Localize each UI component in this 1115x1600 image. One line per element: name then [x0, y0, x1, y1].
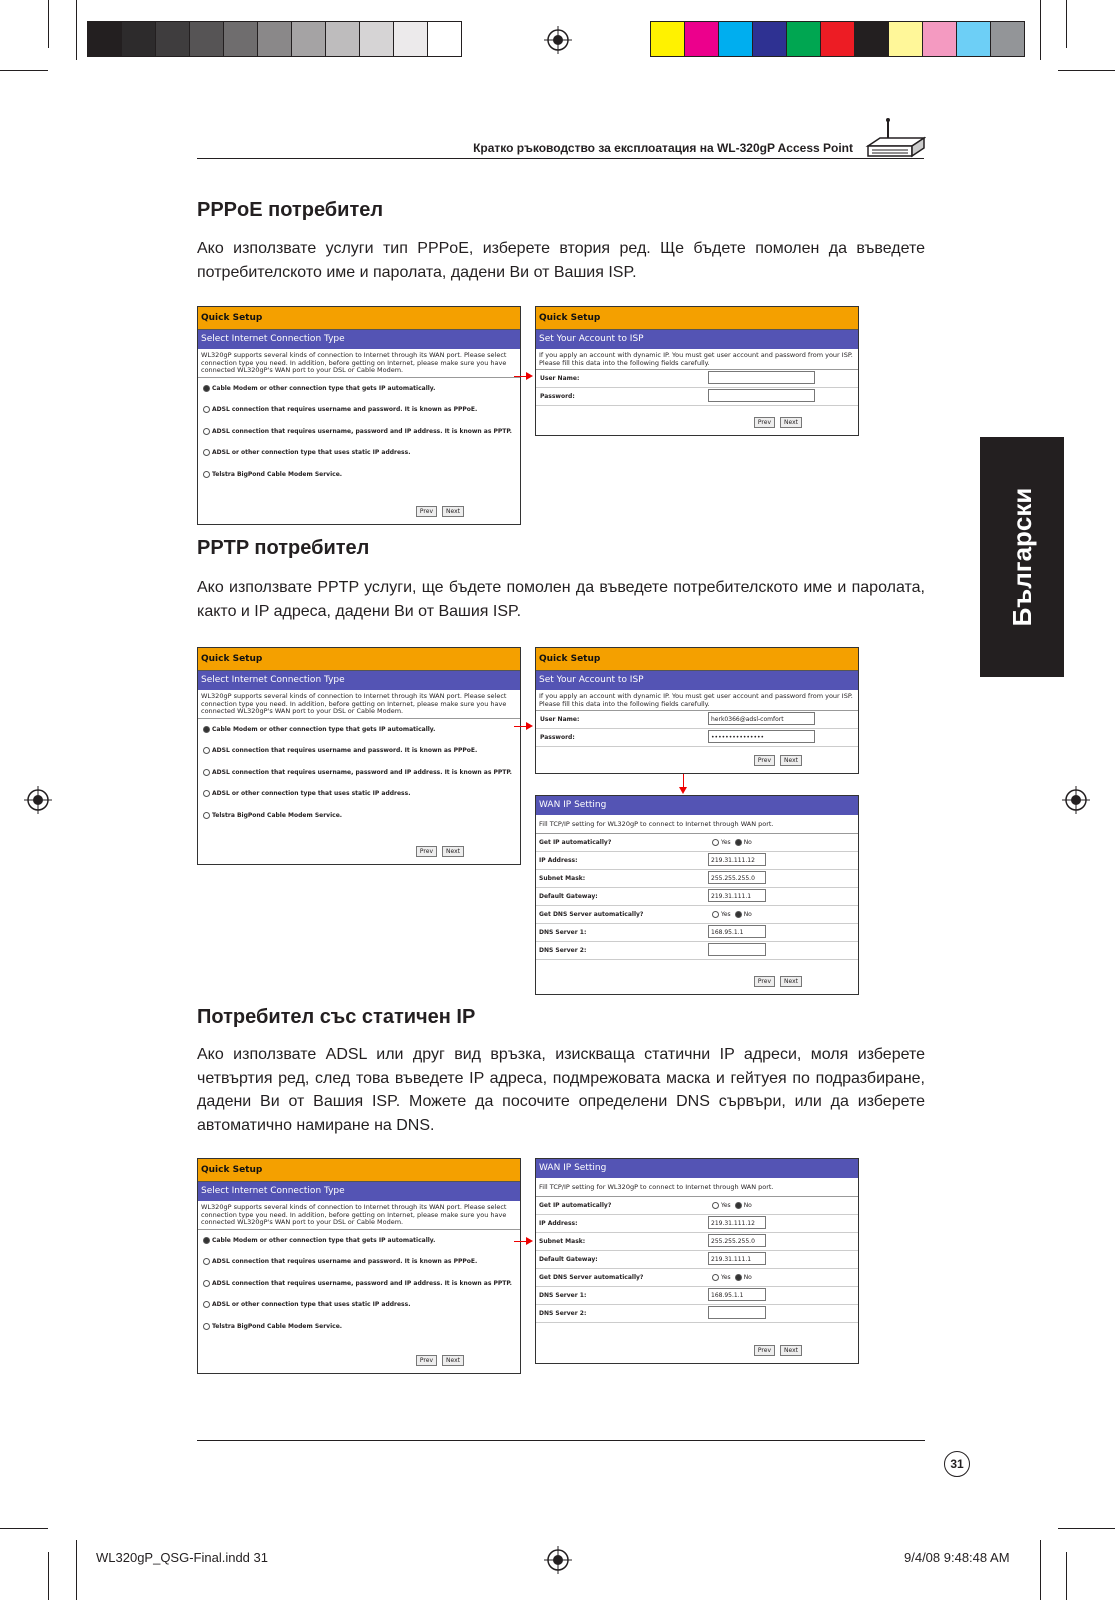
isp-account-panel	[535, 647, 859, 774]
color-swatch	[325, 21, 360, 57]
crop-mark	[1066, 1552, 1067, 1600]
radio-button[interactable]	[203, 747, 210, 754]
radio-button[interactable]	[203, 1280, 210, 1287]
field-label: Subnet Mask:	[539, 874, 586, 882]
radio-button[interactable]	[203, 471, 210, 478]
panel-title: Quick Setup	[198, 307, 520, 330]
color-swatch	[718, 21, 753, 57]
section-heading-static-ip: Потребител със статичен IP	[197, 1006, 476, 1028]
radio-button[interactable]	[203, 1323, 210, 1330]
wan-field-row	[536, 924, 858, 942]
button-group	[749, 968, 802, 987]
radio-button[interactable]	[203, 790, 210, 797]
radio-no-label: No	[743, 838, 752, 846]
user-name-row	[536, 370, 858, 388]
radio-yes[interactable]	[712, 839, 731, 846]
connection-option[interactable]	[198, 805, 520, 827]
section-text-pppoe: Ако използвате услуги тип PPPoE, изберете втория ред. Ще бъдете помолен да въведете потребителското име и паролата, дадени Ви от Вашия ISP.	[197, 240, 925, 281]
isp-account-panel	[535, 306, 859, 436]
password-label: Password:	[540, 393, 575, 400]
yes-no-radio-group[interactable]	[712, 906, 752, 923]
wan-field-row	[536, 1269, 858, 1287]
radio-button[interactable]	[203, 769, 210, 776]
user-name-label: User Name:	[540, 716, 580, 723]
radio-button[interactable]	[203, 1237, 210, 1244]
wan-field-row	[536, 870, 858, 888]
radio-button[interactable]	[203, 812, 210, 819]
radio-button[interactable]	[203, 428, 210, 435]
option-label: Telstra BigPond Cable Modem Service.	[212, 470, 343, 478]
button-group	[749, 409, 802, 428]
prev-button[interactable]: Prev	[416, 846, 437, 857]
radio-button[interactable]	[203, 1258, 210, 1265]
color-swatch	[223, 21, 258, 57]
connection-option[interactable]	[198, 1230, 520, 1252]
next-button[interactable]: Next	[442, 1355, 464, 1366]
connection-option[interactable]	[198, 1294, 520, 1316]
field-input[interactable]: 219.31.111.12	[708, 853, 766, 866]
file-slug: WL320gP_QSG-Final.indd 31	[96, 1550, 268, 1565]
field-input[interactable]: 168.95.1.1	[708, 1288, 766, 1301]
prev-button[interactable]: Prev	[754, 417, 775, 428]
option-label: Telstra BigPond Cable Modem Service.	[212, 1322, 343, 1330]
color-swatch	[922, 21, 957, 57]
option-label: Telstra BigPond Cable Modem Service.	[212, 811, 343, 819]
field-label: Get IP automatically?	[539, 838, 612, 846]
panel-subtitle: Set Your Account to ISP	[536, 671, 858, 690]
password-label: Password:	[540, 734, 575, 741]
wan-field-row	[536, 1287, 858, 1305]
running-header: Кратко ръководство за експлоатация на WL-320gP Access Point	[473, 141, 853, 155]
option-label: ADSL or other connection type that uses static IP address.	[212, 1301, 411, 1308]
next-button[interactable]: Next	[780, 755, 802, 766]
color-swatch	[121, 21, 156, 57]
color-swatch	[888, 21, 923, 57]
option-label: Cable Modem or other connection type that gets IP automatically.	[212, 384, 436, 392]
field-input[interactable]: 219.31.111.12	[708, 1216, 766, 1229]
panel-title: Quick Setup	[536, 307, 858, 330]
wan-ip-panel	[535, 795, 859, 995]
connection-option[interactable]	[198, 421, 520, 443]
radio-button[interactable]	[203, 726, 210, 733]
radio-no-label: No	[743, 1201, 752, 1209]
color-swatch	[650, 21, 685, 57]
radio-button[interactable]	[203, 449, 210, 456]
field-label: DNS Server 1:	[539, 928, 587, 936]
connection-option[interactable]	[198, 1316, 520, 1338]
radio-yes[interactable]	[712, 1202, 731, 1209]
crop-mark	[1040, 1540, 1041, 1600]
radio-button[interactable]	[203, 385, 210, 392]
yes-no-radio-group[interactable]	[712, 1197, 752, 1214]
field-input[interactable]	[708, 1306, 766, 1319]
button-group	[411, 498, 464, 517]
field-label: Subnet Mask:	[539, 1237, 586, 1245]
panel-title: Quick Setup	[198, 1159, 520, 1182]
radio-no[interactable]	[735, 839, 752, 846]
panel-description: WL320gP supports several kinds of connection to Internet through its WAN port. Please select connection type you need. In addition, before getting on Internet, please make sure you have connected WL320gP's WAN port to your DSL or Cable Modem.	[198, 690, 520, 719]
password-input[interactable]	[708, 389, 815, 402]
field-input[interactable]: 219.31.111.1	[708, 889, 766, 902]
field-label: Default Gateway:	[539, 1255, 598, 1263]
panel-description: If you apply an account with dynamic IP. You must get user account and password from your ISP. Please fill this data into the following fields carefully.	[536, 690, 858, 711]
field-label: Get DNS Server automatically?	[539, 910, 644, 918]
field-input[interactable]: 255.255.255.0	[708, 871, 766, 884]
radio-yes-label: Yes	[721, 1273, 731, 1281]
option-label: Cable Modem or other connection type that gets IP automatically.	[212, 1236, 436, 1244]
radio-yes-label: Yes	[721, 838, 731, 846]
color-swatch	[786, 21, 821, 57]
panel-description: If you apply an account with dynamic IP. You must get user account and password from your ISP. Please fill this data into the following fields carefully.	[536, 349, 858, 370]
yes-no-radio-group[interactable]	[712, 834, 752, 851]
field-label: IP Address:	[539, 856, 578, 864]
button-group	[749, 747, 802, 766]
password-input[interactable]: •••••••••••••••	[708, 730, 815, 743]
crop-mark	[1040, 0, 1041, 60]
connection-option[interactable]	[198, 1273, 520, 1295]
flow-arrow	[683, 774, 684, 792]
crop-mark	[76, 1540, 77, 1600]
radio-no[interactable]	[735, 1202, 752, 1209]
flow-arrow	[514, 726, 531, 727]
radio-button[interactable]	[203, 1301, 210, 1308]
date-slug: 9/4/08 9:48:48 AM	[904, 1550, 1010, 1565]
panel-subtitle: Set Your Account to ISP	[536, 330, 858, 349]
wan-field-row	[536, 888, 858, 906]
registration-mark-icon	[544, 26, 572, 54]
radio-no-label: No	[743, 1273, 752, 1281]
field-label: DNS Server 2:	[539, 946, 587, 954]
wan-field-row	[536, 852, 858, 870]
connection-option[interactable]	[198, 740, 520, 762]
color-swatch	[155, 21, 190, 57]
crop-mark	[76, 0, 77, 60]
field-label: DNS Server 2:	[539, 1309, 587, 1317]
color-swatch	[820, 21, 855, 57]
yes-no-radio-group[interactable]	[712, 1269, 752, 1286]
registration-mark-icon	[544, 1546, 572, 1574]
password-row	[536, 729, 858, 747]
radio-yes[interactable]	[712, 1274, 731, 1281]
next-button[interactable]: Next	[780, 976, 802, 987]
user-name-row	[536, 711, 858, 729]
option-label: Cable Modem or other connection type that gets IP automatically.	[212, 725, 436, 733]
connection-option[interactable]	[198, 399, 520, 421]
option-label: ADSL connection that requires username and password. It is known as PPPoE.	[212, 747, 478, 754]
crop-mark	[1058, 70, 1115, 71]
radio-no[interactable]	[735, 1274, 752, 1281]
prev-button[interactable]: Prev	[416, 1355, 437, 1366]
connection-option[interactable]	[198, 378, 520, 400]
panel-subtitle: WAN IP Setting	[536, 796, 858, 815]
button-group	[411, 1347, 464, 1366]
flow-arrow	[514, 376, 531, 377]
color-swatch	[291, 21, 326, 57]
panel-description: Fill TCP/IP setting for WL320gP to connect to Internet through WAN port.	[536, 815, 858, 834]
field-label: DNS Server 1:	[539, 1291, 587, 1299]
connection-type-panel	[197, 647, 521, 865]
user-name-input[interactable]: herk0366@adsl-comfort	[708, 712, 815, 725]
option-label: ADSL connection that requires username and password. It is known as PPPoE.	[212, 406, 478, 413]
connection-option[interactable]	[198, 442, 520, 464]
next-button[interactable]: Next	[780, 1345, 802, 1356]
color-swatch	[427, 21, 462, 57]
crop-mark	[48, 1552, 49, 1600]
button-group	[411, 838, 464, 857]
option-label: ADSL or other connection type that uses static IP address.	[212, 449, 411, 456]
color-swatch	[359, 21, 394, 57]
panel-subtitle: WAN IP Setting	[536, 1159, 858, 1178]
prev-button[interactable]: Prev	[754, 1345, 775, 1356]
header-rule	[197, 158, 924, 159]
router-icon	[864, 116, 926, 162]
language-tab-label: Български	[1007, 487, 1037, 627]
footer-rule	[197, 1440, 925, 1441]
button-group	[749, 1337, 802, 1356]
color-swatch	[956, 21, 991, 57]
field-input[interactable]: 168.95.1.1	[708, 925, 766, 938]
field-input[interactable]: 255.255.255.0	[708, 1234, 766, 1247]
crop-mark	[1066, 0, 1067, 48]
color-swatch	[393, 21, 428, 57]
prev-button[interactable]: Prev	[754, 755, 775, 766]
connection-option[interactable]	[198, 762, 520, 784]
next-button[interactable]: Next	[442, 506, 464, 517]
wan-field-row	[536, 1233, 858, 1251]
wan-field-row	[536, 1305, 858, 1323]
crop-mark	[0, 1528, 48, 1529]
registration-mark-icon	[1062, 786, 1090, 814]
next-button[interactable]: Next	[442, 846, 464, 857]
radio-yes-label: Yes	[721, 910, 731, 918]
color-swatch	[684, 21, 719, 57]
field-input[interactable]	[708, 943, 766, 956]
flow-arrow	[514, 1241, 531, 1242]
wan-field-row	[536, 942, 858, 960]
color-swatch	[189, 21, 224, 57]
option-label: ADSL connection that requires username, password and IP address. It is known as PPTP.	[212, 1279, 512, 1287]
panel-title: Quick Setup	[198, 648, 520, 671]
color-swatch	[257, 21, 292, 57]
panel-title: Quick Setup	[536, 648, 858, 671]
radio-button[interactable]	[203, 406, 210, 413]
password-row	[536, 388, 858, 406]
color-swatch	[990, 21, 1025, 57]
section-heading-pptp: PPTP потребител	[197, 537, 370, 559]
wan-field-row	[536, 1251, 858, 1269]
wan-ip-panel	[535, 1158, 859, 1364]
registration-mark-icon	[24, 786, 52, 814]
connection-option[interactable]	[198, 719, 520, 741]
connection-option[interactable]	[198, 1251, 520, 1273]
section-heading-pppoe: PPPoE потребител	[197, 199, 384, 221]
crop-mark	[0, 70, 48, 71]
section-text-static-ip: Ако използвате ADSL или друг вид връзка, изискваща статични IP адреси, моля изберете четвъртия ред, след това въведете IP адреса, подмрежовата маска и гейтуея по подразбиране, дадени Ви от Вашия ISP. Можете да посочите определени DNS сървъри, или да изберете автоматично намиране на DNS.	[197, 1046, 925, 1134]
radio-no[interactable]	[735, 911, 752, 918]
panel-description: WL320gP supports several kinds of connection to Internet through its WAN port. Please select connection type you need. In addition, before getting on Internet, please make sure you have connected WL320gP's WAN port to your DSL or Cable Modem.	[198, 1201, 520, 1230]
wan-field-row	[536, 834, 858, 852]
connection-option[interactable]	[198, 783, 520, 805]
panel-description: WL320gP supports several kinds of connection to Internet through its WAN port. Please select connection type you need. In addition, before getting on Internet, please make sure you have connected WL320gP's WAN port to your DSL or Cable Modem.	[198, 349, 520, 378]
color-swatch	[87, 21, 122, 57]
option-label: ADSL connection that requires username, password and IP address. It is known as PPTP.	[212, 768, 512, 776]
next-button[interactable]: Next	[780, 417, 802, 428]
connection-option[interactable]	[198, 464, 520, 486]
option-label: ADSL or other connection type that uses static IP address.	[212, 790, 411, 797]
wan-field-row	[536, 1197, 858, 1215]
page-number: 31	[944, 1451, 970, 1477]
panel-subtitle: Select Internet Connection Type	[198, 1182, 520, 1201]
panel-subtitle: Select Internet Connection Type	[198, 671, 520, 690]
color-swatch	[854, 21, 889, 57]
crop-mark	[48, 0, 49, 48]
field-label: Default Gateway:	[539, 892, 598, 900]
color-swatch	[752, 21, 787, 57]
wan-field-row	[536, 906, 858, 924]
field-label: Get DNS Server automatically?	[539, 1273, 644, 1281]
prev-button[interactable]: Prev	[754, 976, 775, 987]
connection-type-panel	[197, 306, 521, 525]
user-name-label: User Name:	[540, 375, 580, 382]
radio-yes-label: Yes	[721, 1201, 731, 1209]
section-text-pptp: Ако използвате PPTP услуги, ще бъдете помолен да въведете потребителското име и паролата, както и IP адреса, дадени Ви от Вашия ISP.	[197, 579, 925, 620]
user-name-input[interactable]	[708, 371, 815, 384]
connection-type-panel	[197, 1158, 521, 1374]
field-input[interactable]: 219.31.111.1	[708, 1252, 766, 1265]
option-label: ADSL connection that requires username, password and IP address. It is known as PPTP.	[212, 427, 512, 435]
radio-no-label: No	[743, 910, 752, 918]
wan-field-row	[536, 1215, 858, 1233]
option-label: ADSL connection that requires username and password. It is known as PPPoE.	[212, 1258, 478, 1265]
field-label: IP Address:	[539, 1219, 578, 1227]
radio-yes[interactable]	[712, 911, 731, 918]
crop-mark	[1058, 1528, 1115, 1529]
panel-description: Fill TCP/IP setting for WL320gP to connect to Internet through WAN port.	[536, 1178, 858, 1197]
prev-button[interactable]: Prev	[416, 506, 437, 517]
field-label: Get IP automatically?	[539, 1201, 612, 1209]
language-tab	[980, 437, 1064, 677]
panel-subtitle: Select Internet Connection Type	[198, 330, 520, 349]
